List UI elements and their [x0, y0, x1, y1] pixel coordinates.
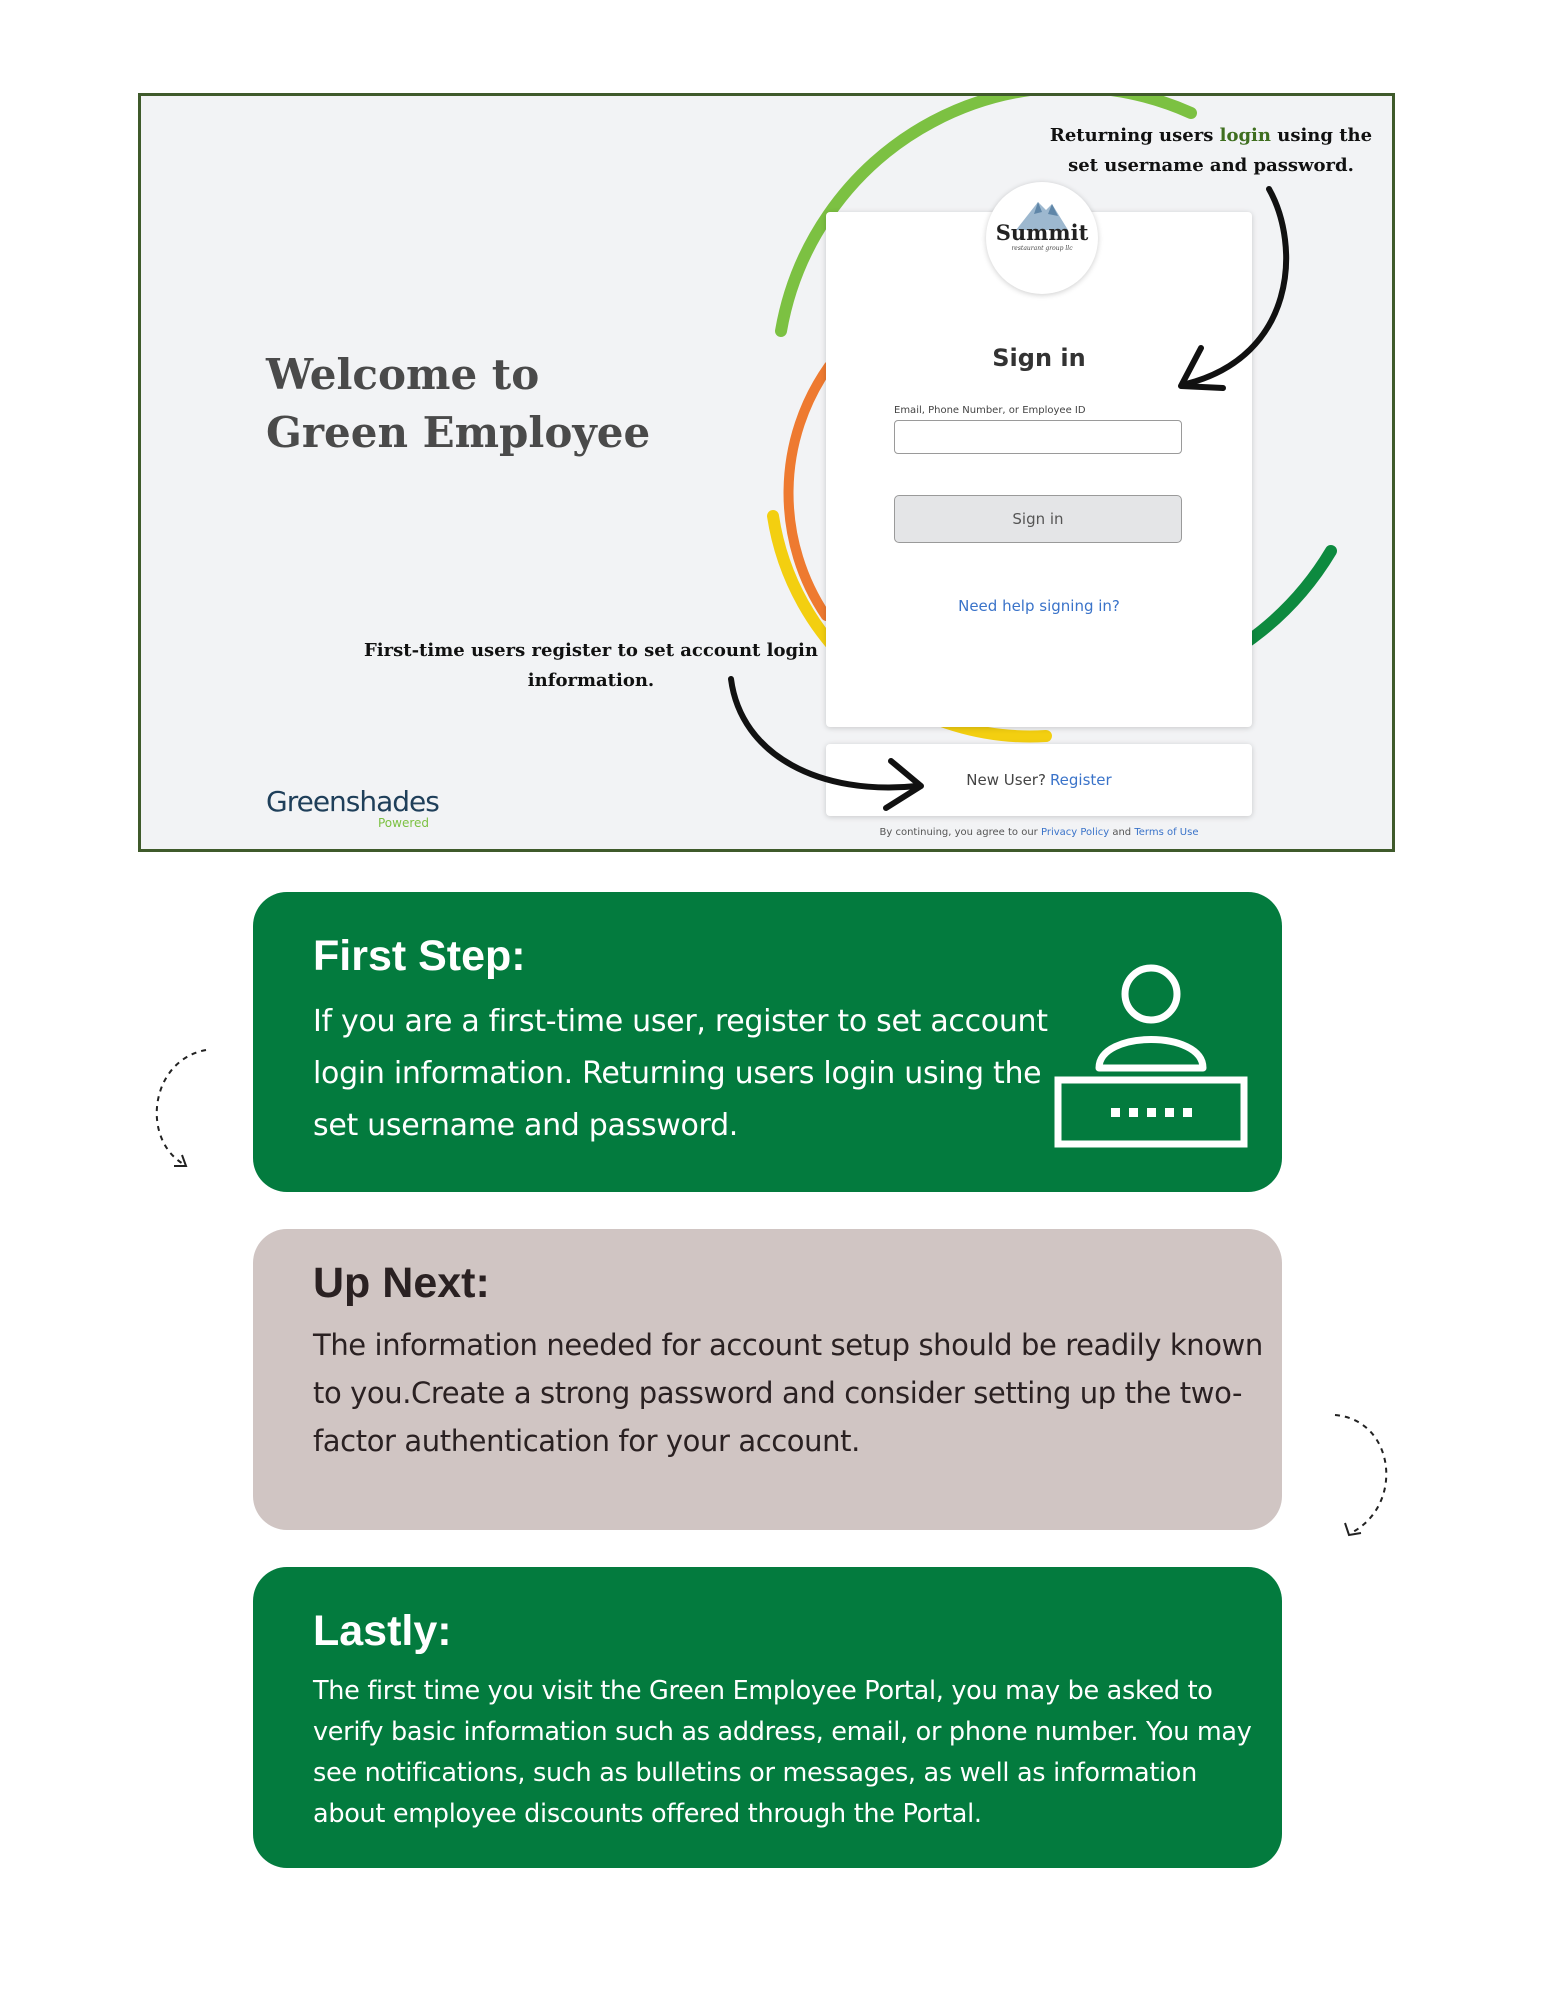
welcome-line-1: Welcome to: [266, 350, 540, 399]
dashed-arrow-left: [140, 1040, 220, 1180]
logo-tagline: restaurant group llc: [1011, 245, 1073, 252]
powered-label: Powered: [378, 816, 430, 830]
terms-of-use-link[interactable]: Terms of Use: [1134, 827, 1199, 838]
signin-button[interactable]: Sign in: [894, 495, 1182, 543]
step-body-last: The first time you visit the Green Employee Portal, you may be asked to verify basic information such as address, email, or phone number. You may see notifications, such as bulletins or messages, as well as information about employee discounts offered through the Portal.: [313, 1676, 1252, 1829]
annot-first-time-line-2: information.: [527, 670, 655, 691]
annot-returning-line-2: set username and password.: [1068, 155, 1354, 176]
register-link[interactable]: Register: [1049, 771, 1112, 789]
step-title-last: Lastly:: [313, 1607, 452, 1655]
step-card-last: [253, 1567, 1282, 1868]
welcome-heading: [266, 346, 686, 462]
annot-login-word: login: [1219, 125, 1271, 146]
first-time-annotation: [361, 636, 821, 696]
returning-users-annotation: [1036, 121, 1386, 181]
logo-name: Summit: [995, 220, 1089, 245]
annot-first-time-line-1: First-time users register to set account login: [364, 640, 818, 661]
step-body-first: If you are a first-time user, register to set account login information. Returning users login using the set username and password.: [313, 1004, 1048, 1143]
terms-prefix: By continuing, you agree to our: [879, 827, 1038, 838]
user-login-icon: [1053, 958, 1249, 1154]
terms-notice: [826, 827, 1252, 838]
annot-returning-text-2: using the: [1270, 125, 1373, 146]
terms-and: and: [1112, 827, 1132, 838]
step-title-first: First Step:: [313, 932, 526, 980]
greenshades-logo: Greenshades: [266, 785, 439, 818]
login-field-label: Email, Phone Number, or Employee ID: [894, 405, 1086, 416]
new-user-card: [826, 744, 1252, 816]
need-help-link[interactable]: Need help signing in?: [958, 597, 1120, 615]
privacy-policy-link[interactable]: Privacy Policy: [1040, 827, 1110, 838]
summit-logo: [986, 182, 1098, 294]
dashed-arrow-right: [1325, 1405, 1405, 1545]
login-id-input[interactable]: [894, 420, 1182, 454]
step-card-next: [253, 1229, 1282, 1530]
new-user-text: New User?: [966, 771, 1046, 789]
step-card-first: [253, 892, 1282, 1192]
step-title-next: Up Next:: [313, 1259, 490, 1307]
welcome-line-2: Green Employee: [266, 408, 651, 457]
annot-returning-text-1: Returning users: [1049, 125, 1220, 146]
login-screenshot: [138, 93, 1395, 852]
step-body-next: The information needed for account setup should be readily known to you.Create a strong password and consider setting up the two-factor authentication for your account.: [313, 1328, 1263, 1458]
signin-title: Sign in: [992, 344, 1086, 372]
arc-green-dark: [1241, 551, 1331, 646]
